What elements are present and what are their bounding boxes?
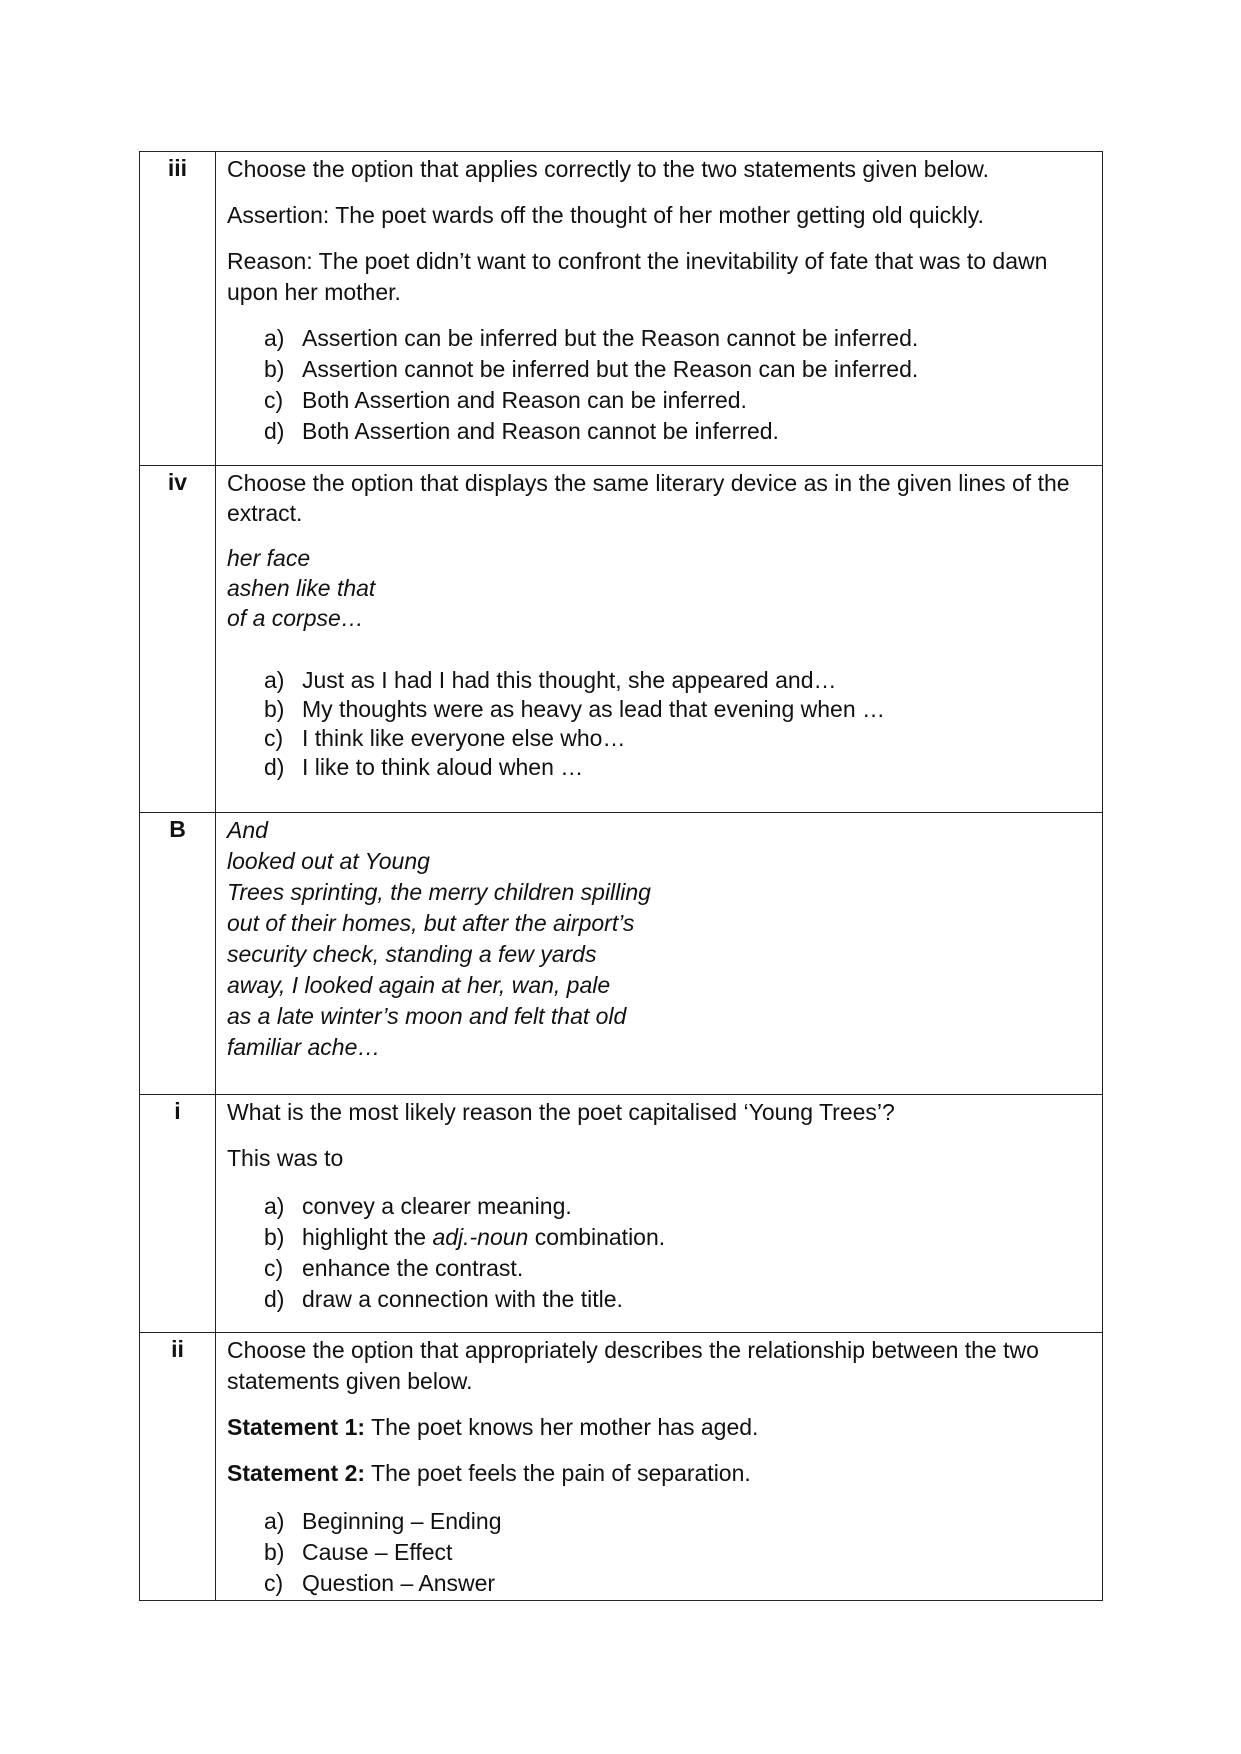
option-a: a) Assertion can be inferred but the Reason cannot be inferred.	[264, 325, 919, 351]
options-list	[227, 1506, 1092, 1599]
option-d: d) I like to think aloud when …	[264, 754, 584, 780]
question-number: iii	[140, 152, 216, 466]
reason-text: Reason: The poet didn’t want to confront the inevitability of fate that was to dawn upon her mother.	[227, 248, 1048, 305]
option-c: c) Both Assertion and Reason can be inferred.	[264, 387, 747, 413]
extract-line: of a corpse…	[227, 605, 364, 631]
extract-lines	[227, 543, 1092, 633]
question-row-i	[140, 1095, 1103, 1333]
question-number: ii	[140, 1333, 216, 1601]
poem-line: as a late winter’s moon and felt that old	[227, 1003, 627, 1029]
poem-line: familiar ache…	[227, 1034, 381, 1060]
option-a: a) Just as I had I had this thought, she appeared and…	[264, 667, 837, 693]
question-prompt: Choose the option that applies correctly to the two statements given below.	[227, 156, 989, 182]
poem-line: security check, standing a few yards	[227, 941, 597, 967]
option-b: b) highlight the adj.-noun combination.	[264, 1224, 666, 1250]
question-lead: This was to	[227, 1145, 344, 1171]
question-prompt: Choose the option that displays the same literary device as in the given lines of the extract.	[227, 470, 1070, 526]
option-c: c) Question – Answer	[264, 1570, 496, 1596]
options-list	[227, 666, 1092, 782]
extract-line: her face	[227, 545, 311, 571]
poem-line: looked out at Young	[227, 848, 430, 874]
poem-line: out of their homes, but after the airport’s	[227, 910, 635, 936]
options-list	[227, 1191, 1092, 1315]
statement-1: Statement 1: The poet knows her mother has aged.	[227, 1414, 759, 1440]
poem-line: away, I looked again at her, wan, pale	[227, 972, 611, 998]
question-body	[216, 152, 1103, 466]
question-prompt: What is the most likely reason the poet capitalised ‘Young Trees’?	[227, 1099, 895, 1125]
question-body	[216, 1095, 1103, 1333]
question-row-iv	[140, 466, 1103, 813]
option-d: d) Both Assertion and Reason cannot be inferred.	[264, 418, 779, 444]
option-d: d) draw a connection with the title.	[264, 1286, 623, 1312]
question-row-ii	[140, 1333, 1103, 1601]
option-b: b) My thoughts were as heavy as lead that evening when …	[264, 696, 886, 722]
question-number: iv	[140, 466, 216, 813]
poem-line: Trees sprinting, the merry children spilling	[227, 879, 651, 905]
extract-row-b	[140, 813, 1103, 1095]
option-c: c) enhance the contrast.	[264, 1255, 524, 1281]
question-prompt: Choose the option that appropriately describes the relationship between the two statements given below.	[227, 1337, 1039, 1394]
option-b: b) Cause – Effect	[264, 1539, 453, 1565]
question-table	[139, 151, 1103, 1601]
option-c: c) I think like everyone else who…	[264, 725, 626, 751]
option-a: a) convey a clearer meaning.	[264, 1193, 572, 1219]
statement-2: Statement 2: The poet feels the pain of separation.	[227, 1460, 751, 1486]
question-row-iii	[140, 152, 1103, 466]
poem-extract	[216, 813, 1103, 1095]
option-b: b) Assertion cannot be inferred but the Reason can be inferred.	[264, 356, 919, 382]
poem-line: And	[227, 817, 268, 843]
assertion-text: Assertion: The poet wards off the thought of her mother getting old quickly.	[227, 202, 984, 228]
option-a: a) Beginning – Ending	[264, 1508, 502, 1534]
options-list	[227, 323, 1092, 447]
question-body	[216, 466, 1103, 813]
question-number: i	[140, 1095, 216, 1333]
extract-line: ashen like that	[227, 575, 376, 601]
section-label: B	[140, 813, 216, 1095]
question-body	[216, 1333, 1103, 1601]
